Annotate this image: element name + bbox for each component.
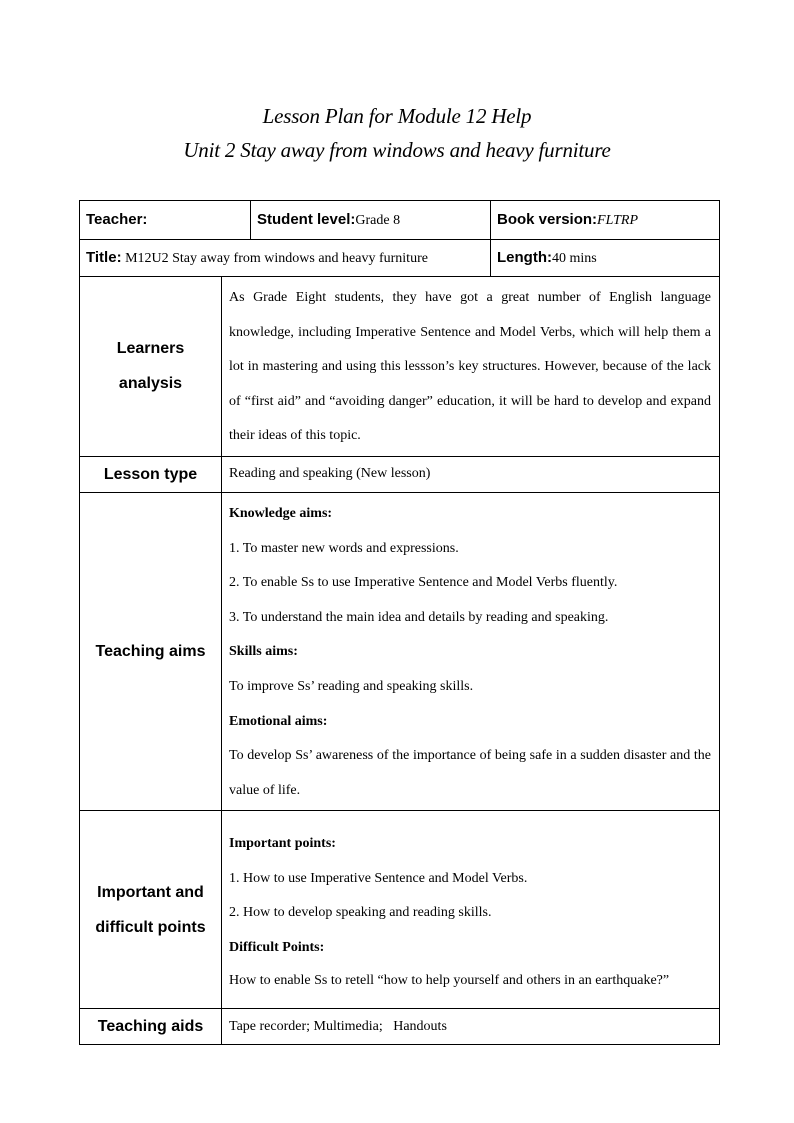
important-points-label-line2: difficult points — [95, 918, 206, 936]
book-version-label: Book version: — [497, 211, 598, 228]
length-cell — [491, 240, 720, 277]
header-row-1 — [80, 201, 720, 240]
knowledge-aim-item: 1. To master new words and expressions. — [229, 540, 459, 556]
document-subtitle: Unit 2 Stay away from windows and heavy furniture — [183, 138, 611, 162]
difficult-points-heading: Difficult Points: — [229, 939, 325, 955]
skills-aims-text: To improve Ss’ reading and speaking skills. — [229, 678, 474, 694]
book-version-value: FLTRP — [597, 213, 638, 228]
important-points-label-line1: Important and — [97, 883, 204, 901]
student-level-label: Student level: — [257, 211, 356, 228]
learners-analysis-label-line2: analysis — [118, 375, 183, 393]
student-level-value: Grade 8 — [355, 213, 401, 228]
emotional-aims-heading: Emotional aims: — [229, 713, 328, 729]
teaching-aims-content — [222, 492, 720, 810]
length-label: Length: — [497, 249, 552, 266]
important-points-heading: Important points: — [229, 836, 336, 852]
student-level-cell — [251, 201, 491, 240]
learners-analysis-label-line1: Learners — [116, 340, 185, 358]
teacher-label: Teacher: — [86, 211, 148, 228]
important-point-item: 2. How to develop speaking and reading skills. — [229, 905, 492, 921]
length-value: 40 mins — [552, 251, 597, 266]
title-label: Title: — [86, 249, 122, 266]
lesson-type-label: Lesson type — [80, 456, 222, 492]
skills-aims-heading: Skills aims: — [229, 644, 298, 660]
teaching-aims-label: Teaching aims — [80, 492, 222, 810]
emotional-aims-text: To develop Ss’ awareness of the importance of being safe in a sudden disaster and the value of life. — [229, 748, 712, 798]
teaching-aids-row — [80, 1009, 720, 1045]
document-title: Lesson Plan for Module 12 Help — [262, 104, 532, 128]
knowledge-aims-heading: Knowledge aims: — [229, 505, 333, 521]
learners-analysis-text: As Grade Eight students, they have got a great number of English language knowledge, including Imperative Sentence and Model Verbs, which will help them a lot in mastering and using this lessson’s key structures. However, because of the lack of “first aid” and “avoiding danger” education, it will be hard to develop and expand their ideas of this topic. — [229, 290, 712, 444]
teaching-aids-value: Tape recorder; Multimedia; Handouts — [222, 1009, 720, 1045]
title-value: M12U2 Stay away from windows and heavy furniture — [125, 251, 428, 266]
knowledge-aim-item: 2. To enable Ss to use Imperative Sentence and Model Verbs fluently. — [229, 575, 618, 591]
important-point-item: 1. How to use Imperative Sentence and Model Verbs. — [229, 870, 528, 886]
important-points-row — [80, 811, 720, 1009]
header-row-2 — [80, 240, 720, 277]
lesson-type-row — [80, 456, 720, 492]
lesson-plan-table — [79, 200, 720, 1045]
lesson-type-value: Reading and speaking (New lesson) — [222, 456, 720, 492]
learners-analysis-row — [80, 277, 720, 457]
teacher-cell — [80, 201, 251, 240]
teaching-aims-row — [80, 492, 720, 810]
important-points-content — [222, 811, 720, 1009]
difficult-points-text: How to enable Ss to retell “how to help yourself and others in an earthquake?” — [229, 972, 670, 988]
learners-analysis-content — [222, 277, 720, 457]
learners-analysis-label — [80, 277, 222, 457]
book-version-cell — [491, 201, 720, 240]
title-cell — [80, 240, 491, 277]
knowledge-aim-item: 3. To understand the main idea and details by reading and speaking. — [229, 609, 609, 625]
important-points-label — [80, 811, 222, 1009]
teaching-aids-label: Teaching aids — [80, 1009, 222, 1045]
